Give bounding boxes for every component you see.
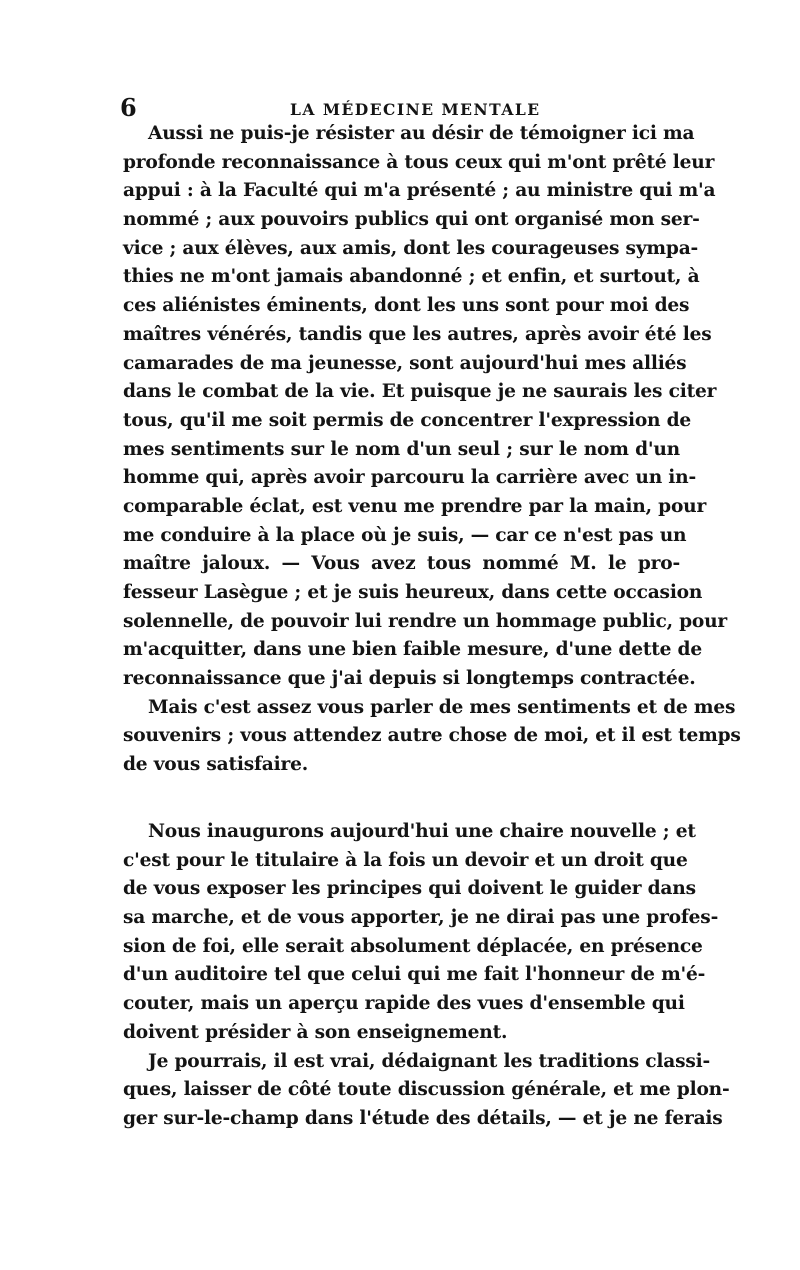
text-line: sion de foi, elle serait absolument déplacée, en présence: [123, 935, 703, 957]
text-line: c'est pour le titulaire à la fois un devoir et un droit que: [123, 849, 688, 871]
text-line: nommé ; aux pouvoirs publics qui ont organisé mon ser-: [123, 209, 700, 231]
paragraph: [123, 120, 728, 694]
page-number: 6: [120, 93, 137, 122]
text-line: m'acquitter, dans une bien faible mesure, d'une dette de: [123, 639, 702, 661]
text-line: Je pourrais, il est vrai, dédaignant les traditions classi-: [148, 1050, 711, 1072]
text-line: couter, mais un aperçu rapide des vues d'ensemble qui: [123, 993, 685, 1015]
text-line: ger sur-le-champ dans l'étude des détails, — et je ne ferais: [123, 1107, 723, 1129]
text-line: thies ne m'ont jamais abandonné ; et enfin, et surtout, à: [123, 266, 700, 288]
paragraph: [123, 818, 719, 1048]
text-line: ques, laisser de côté toute discussion générale, et me plon-: [123, 1079, 730, 1101]
paragraph: [123, 694, 741, 780]
text-block-lower: [123, 818, 730, 1134]
text-block-upper: [123, 120, 741, 780]
text-line: me conduire à la place où je suis, — car ce n'est pas un: [123, 524, 687, 546]
text-line: fesseur Lasègue ; et je suis heureux, dans cette occasion: [123, 582, 703, 603]
running-head: LA MÉDECINE MENTALE: [290, 100, 541, 119]
text-line: sa marche, et de vous apporter, je ne dirai pas une profes-: [123, 907, 719, 929]
text-line: Nous inaugurons aujourd'hui une chaire nouvelle ; et: [148, 821, 696, 842]
text-line: de vous exposer les principes qui doivent le guider dans: [123, 878, 696, 900]
text-line: appui : à la Faculté qui m'a présenté ; au ministre qui m'a: [123, 180, 716, 202]
text-line: solennelle, de pouvoir lui rendre un hommage public, pour: [123, 610, 728, 632]
text-line: mes sentiments sur le nom d'un seul ; sur le nom d'un: [123, 438, 680, 460]
text-line: maîtres vénérés, tandis que les autres, après avoir été les: [123, 323, 712, 345]
text-line: dans le combat de la vie. Et puisque je ne saurais les citer: [123, 381, 717, 403]
text-line: maître jaloux. — Vous avez tous nommé M. le pro-: [123, 553, 680, 575]
text-line: ces aliénistes éminents, dont les uns sont pour moi des: [123, 295, 690, 317]
text-line: d'un auditoire tel que celui qui me fait l'honneur de m'é-: [123, 964, 706, 986]
text-line: doivent présider à son enseignement.: [123, 1021, 508, 1043]
text-line: homme qui, après avoir parcouru la carrière avec un in-: [123, 467, 697, 489]
text-line: tous, qu'il me soit permis de concentrer l'expression de: [123, 409, 692, 431]
text-line: comparable éclat, est venu me prendre par la main, pour: [123, 495, 707, 517]
text-line: souvenirs ; vous attendez autre chose de moi, et il est temps: [123, 725, 741, 747]
text-line: Mais c'est assez vous parler de mes sentiments et de mes: [148, 696, 736, 718]
text-line: de vous satisfaire.: [123, 754, 309, 776]
text-line: camarades de ma jeunesse, sont aujourd'hui mes alliés: [123, 352, 687, 374]
text-line: profonde reconnaissance à tous ceux qui m'ont prêté leur: [123, 151, 715, 173]
text-line: reconnaissance que j'ai depuis si longtemps contractée.: [123, 668, 696, 690]
text-line: vice ; aux élèves, aux amis, dont les courageuses sympa-: [123, 237, 699, 259]
text-line: Aussi ne puis-je résister au désir de témoigner ici ma: [148, 123, 695, 144]
paragraph: [123, 1048, 730, 1134]
